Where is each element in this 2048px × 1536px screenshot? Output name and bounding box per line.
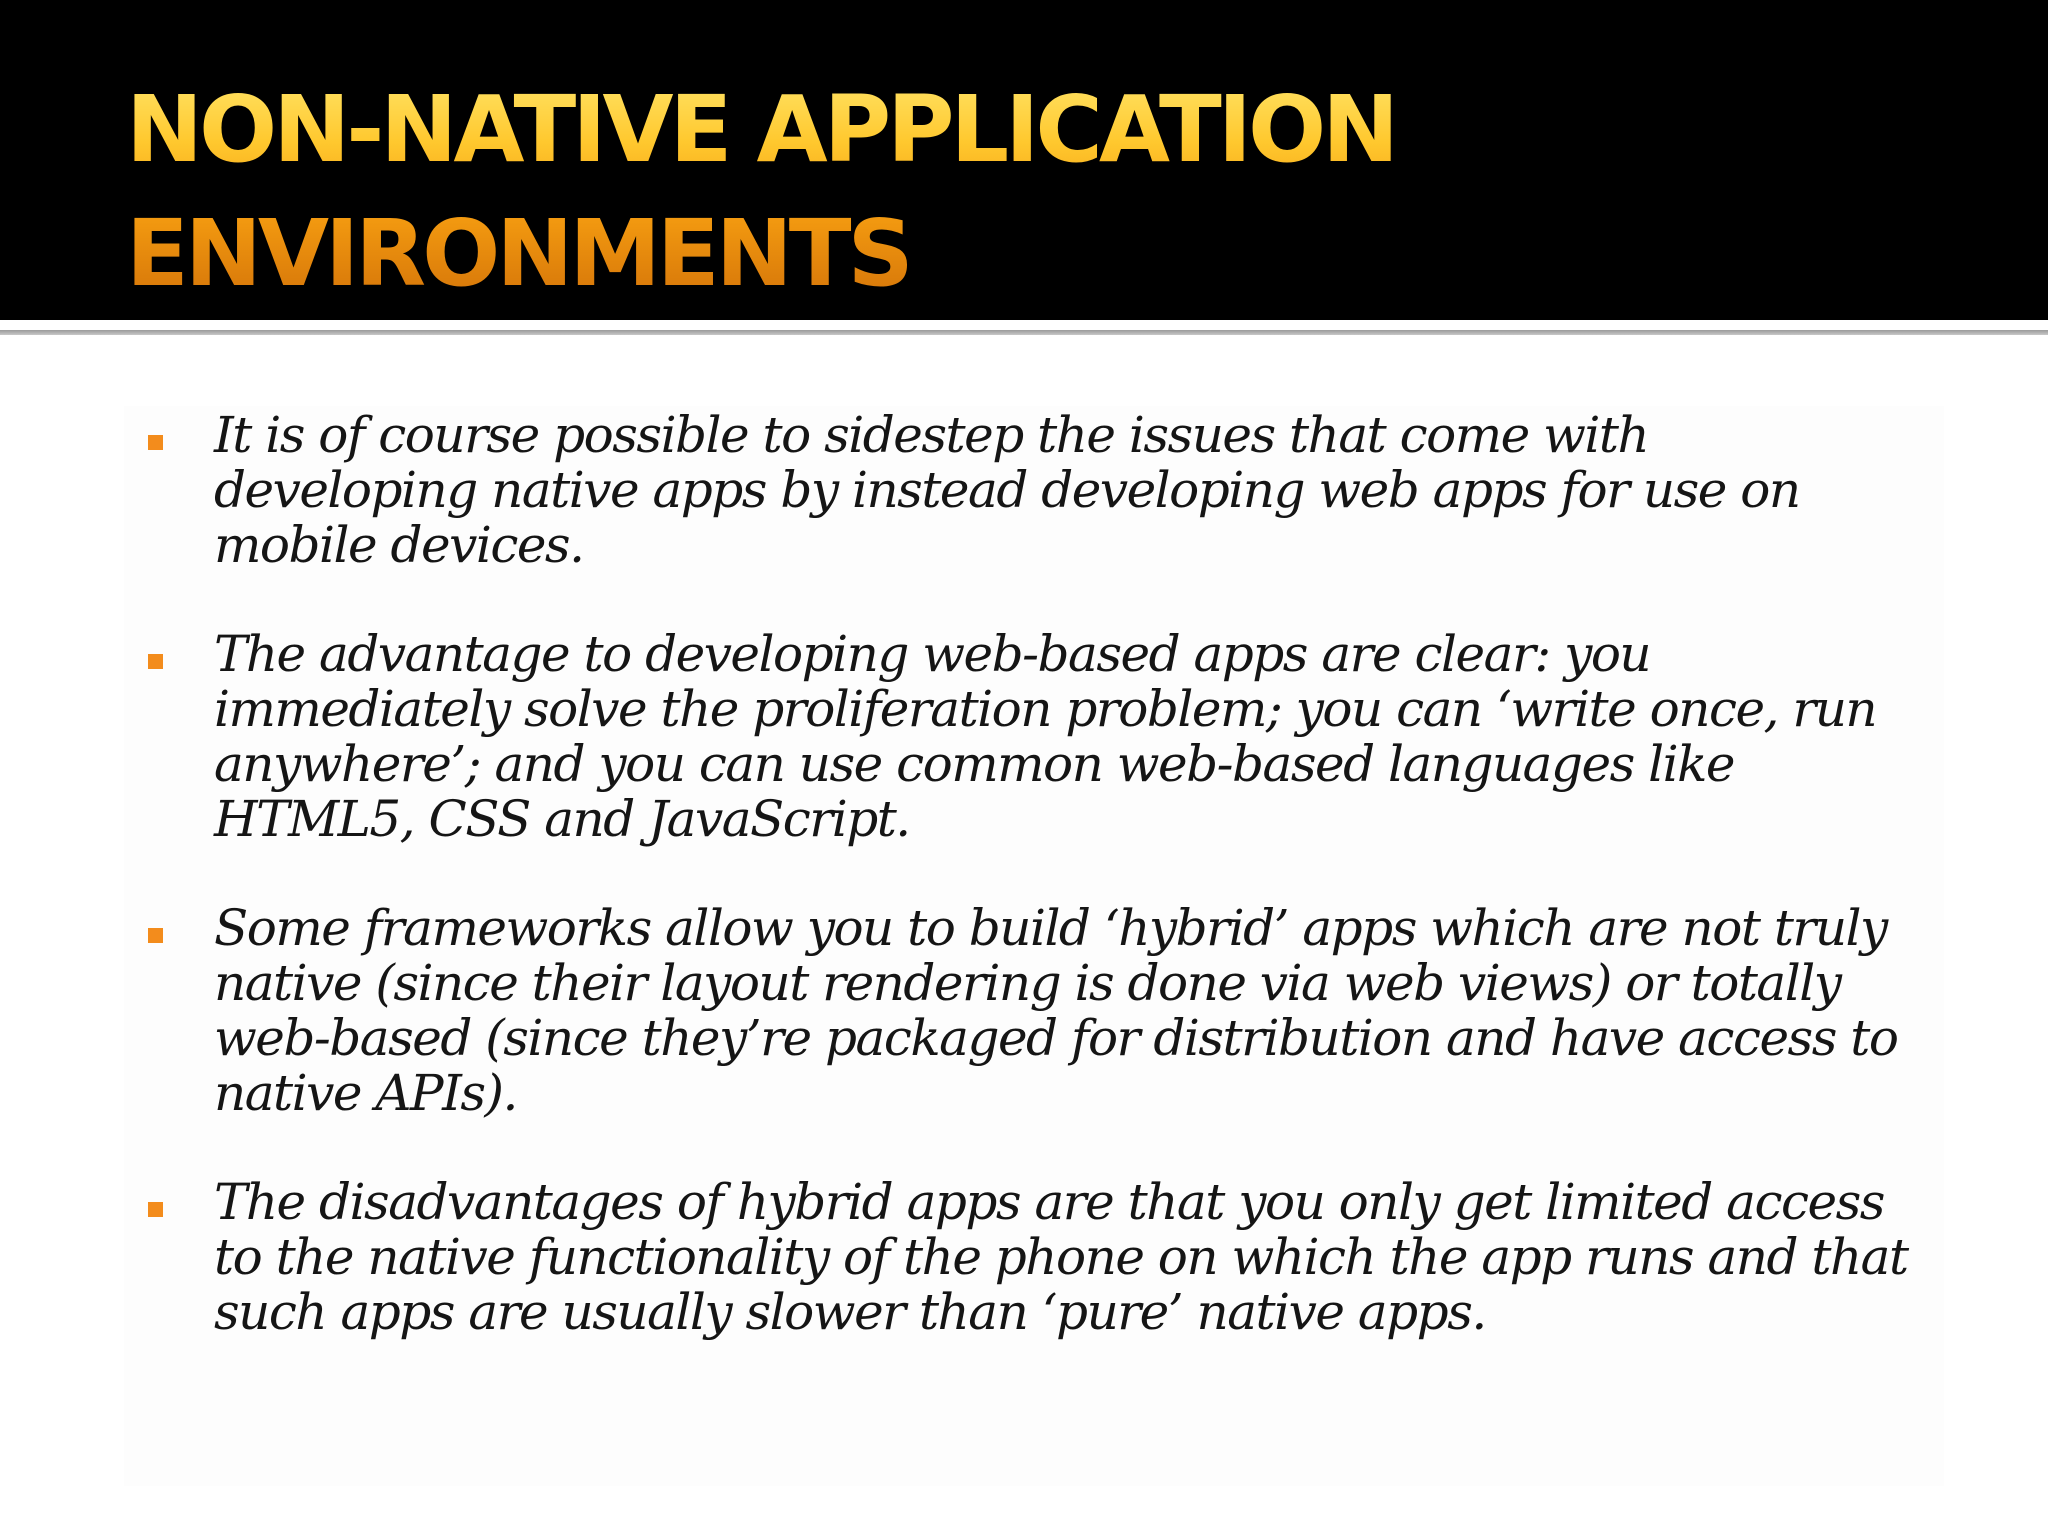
bullet-list bbox=[140, 408, 1920, 1394]
title-divider bbox=[0, 320, 2048, 330]
slide-title: NON-NATIVE APPLICATION ENVIRONMENTS bbox=[126, 68, 1826, 316]
bullet-item bbox=[140, 627, 1920, 847]
square-bullet-icon bbox=[148, 654, 163, 669]
bullet-item bbox=[140, 408, 1920, 573]
bullet-text: Some frameworks allow you to build ‘hybrid’ apps which are not truly native (since their layout rendering is done via web views) or totally web-based (since they’re packaged for distribution and have access to native APIs). bbox=[214, 899, 1898, 1122]
bullet-text: The advantage to developing web-based apps are clear: you immediately solve the proliferation problem; you can ‘write once, run anywhere’; and you can use common web-based languages like HTML5, CSS and JavaScript. bbox=[214, 625, 1877, 848]
title-bar bbox=[0, 0, 2048, 320]
bullet-text: It is of course possible to sidestep the issues that come with developing native apps by instead developing web apps for use on mobile devices. bbox=[214, 406, 1800, 574]
bullet-item bbox=[140, 901, 1920, 1121]
bullet-item bbox=[140, 1175, 1920, 1340]
square-bullet-icon bbox=[148, 1202, 163, 1217]
title-divider-shadow bbox=[0, 330, 2048, 335]
square-bullet-icon bbox=[148, 435, 163, 450]
bullet-text: The disadvantages of hybrid apps are that you only get limited access to the native functionality of the phone on which the app runs and that such apps are usually slower than ‘pure’ native apps. bbox=[214, 1173, 1908, 1341]
square-bullet-icon bbox=[148, 928, 163, 943]
